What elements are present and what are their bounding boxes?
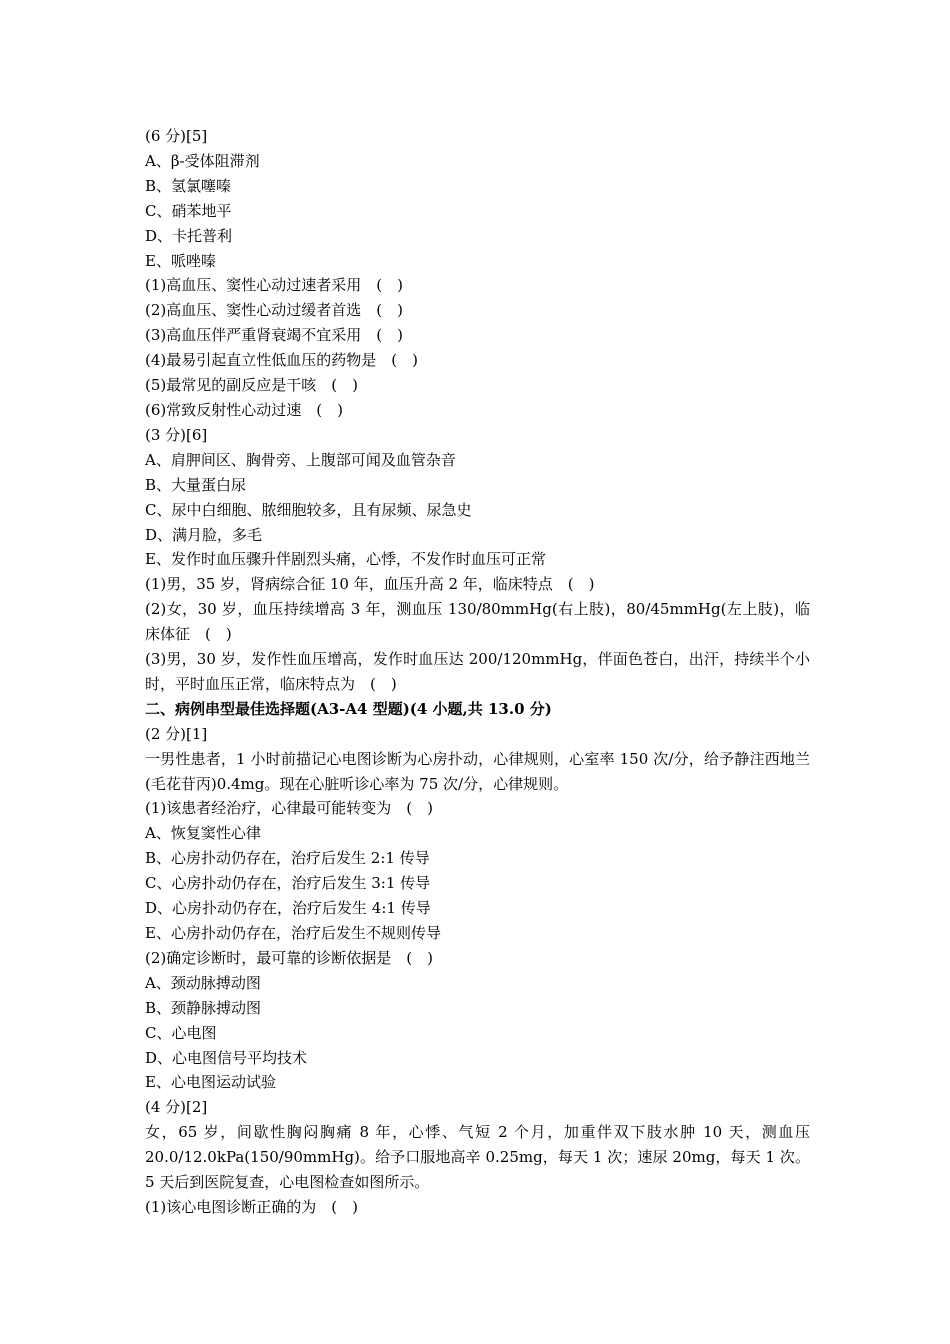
option-a: A、β-受体阻滞剂 — [145, 151, 260, 170]
option-a: A、恢复窦性心律 — [145, 824, 261, 843]
option-e: E、哌唑嗪 — [145, 251, 216, 270]
sub-question: (1)男，35 岁，肾病综合征 10 年，血压升高 2 年，临床特点 ( ) — [145, 575, 595, 594]
sub-question: (4)最易引起直立性低血压的药物是 ( ) — [145, 351, 418, 370]
case-description: 女，65 岁，间歇性胸闷胸痛 8 年，心悸、气短 2 个月，加重伴双下肢水肿 10 天，测血压 20.0/12.0kPa(150/90mmHg)。给予口服地高辛 0.25mg，每天 1 次；速尿 20mg，每天 1 次。5 天后到医院复查，心电图检查如图所示。 — [145, 1123, 810, 1192]
sub-question: (2)女，30 岁，血压持续增高 3 年，测血压 130/80mmHg(右上肢)，80/45mmHg(左上肢)，临床体征 ( ) — [145, 600, 810, 644]
sub-question: (2)确定诊断时，最可靠的诊断依据是 ( ) — [145, 948, 433, 967]
sub-question: (1)该患者经治疗，心律最可能转变为 ( ) — [145, 799, 433, 818]
option-b: B、氢氯噻嗪 — [145, 176, 232, 195]
option-b: B、颈静脉搏动图 — [145, 998, 262, 1017]
question-score-header: (4 分)[2] — [145, 1098, 208, 1117]
option-c: C、硝苯地平 — [145, 201, 232, 220]
option-c: C、尿中白细胞、脓细胞较多，且有尿频、尿急史 — [145, 500, 472, 519]
option-d: D、心电图信号平均技术 — [145, 1048, 308, 1067]
sub-question: (6)常致反射性心动过速 ( ) — [145, 400, 343, 419]
question-score-header: (3 分)[6] — [145, 425, 208, 444]
option-c: C、心电图 — [145, 1023, 217, 1042]
option-e: E、心房扑动仍存在，治疗后发生不规则传导 — [145, 924, 441, 942]
question-score-header: (2 分)[1] — [145, 724, 208, 743]
option-b: B、心房扑动仍存在，治疗后发生 2:1 传导 — [145, 849, 430, 868]
option-e: E、发作时血压骤升伴剧烈头痛，心悸，不发作时血压可正常 — [145, 550, 546, 569]
option-c: C、心房扑动仍存在，治疗后发生 3:1 传导 — [145, 874, 431, 893]
option-b: B、大量蛋白尿 — [145, 475, 247, 494]
option-d: D、卡托普利 — [145, 226, 233, 245]
option-e: E、心电图运动试验 — [145, 1073, 276, 1092]
option-a: A、肩胛间区、胸骨旁、上腹部可闻及血管杂音 — [145, 450, 456, 469]
option-d: D、心房扑动仍存在，治疗后发生 4:1 传导 — [145, 899, 431, 918]
sub-question: (3)男，30 岁，发作性血压增高，发作时血压达 200/120mmHg，伴面色苍白，出汗，持续半个小时，平时血压正常，临床特点为 ( ) — [145, 650, 810, 693]
sub-question: (1)高血压、窦性心动过速者采用 ( ) — [145, 276, 403, 295]
document-page — [145, 124, 810, 1220]
option-d: D、满月脸，多毛 — [145, 525, 263, 544]
sub-question: (2)高血压、窦性心动过缓者首选 ( ) — [145, 301, 403, 320]
option-a: A、颈动脉搏动图 — [145, 973, 261, 992]
section-heading: 二、病例串型最佳选择题(A3-A4 型题)(4 小题,共 13.0 分) — [145, 699, 552, 718]
sub-question: (5)最常见的副反应是干咳 ( ) — [145, 376, 358, 395]
sub-question: (3)高血压伴严重肾衰竭不宜采用 ( ) — [145, 326, 403, 345]
sub-question: (1)该心电图诊断正确的为 ( ) — [145, 1197, 358, 1216]
question-score-header: (6 分)[5] — [145, 127, 208, 145]
case-description: 一男性患者，1 小时前描记心电图诊断为心房扑动，心律规则，心室率 150 次/分，给予静注西地兰(毛花苷丙)0.4mg。现在心脏听诊心率为 75 次/分，心律规则。 — [145, 749, 810, 793]
